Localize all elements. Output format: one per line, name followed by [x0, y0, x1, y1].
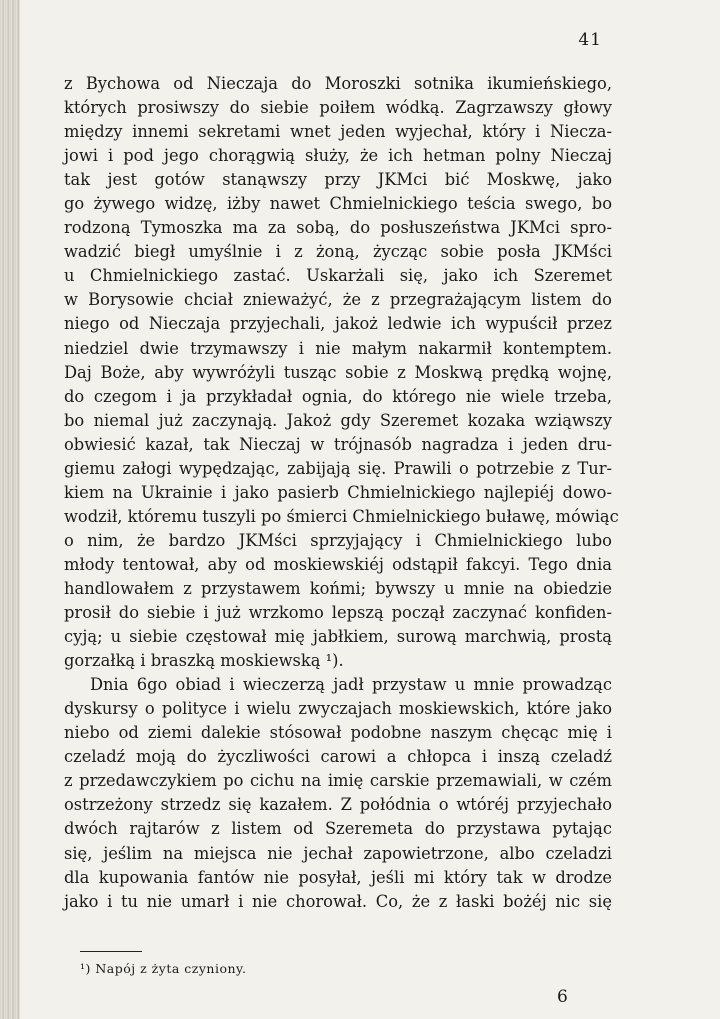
text-line: wadzić biegł umyślnie i z żoną, życząc sobie posła JKMści [64, 242, 612, 262]
text-line: giemu załogi wypędzając, zabijają się. Prawili o potrzebie z Tur- [64, 458, 612, 478]
text-line: u Chmielnickiego zastać. Uskarżali się, jako ich Szeremet [64, 266, 612, 286]
text-line: do czegom i ja przykładał ognia, do którego nie wiele trzeba, [64, 386, 612, 406]
text-line: się, jeślim na miejsca nie jechał zapowietrzone, albo czeladzi [64, 843, 612, 863]
text-line: niego od Nieczaja przyjechali, jakoż ledwie ich wypuścił przez [64, 314, 612, 334]
text-line: gorzałką i braszką moskiewską ¹). [64, 651, 344, 671]
text-line: go żywego widzę, iżby nawet Chmielnickiego teścia swego, bo [64, 194, 612, 214]
footnote-rule [80, 951, 142, 952]
text-line: handlowałem z przystawem końmi; bywszy u mnie na obiedzie [64, 578, 612, 598]
text-line: kiem na Ukrainie i jako pasierb Chmielnickiego najlepiéj dowo- [64, 482, 612, 502]
text-line: ostrzeżony strzedz się kazałem. Z połódnia o wtóréj przyjechało [64, 795, 612, 815]
text-line: dyskursy o polityce i wielu zwyczajach moskiewskich, które jako [64, 699, 612, 719]
text-line: których prosiwszy do siebie poiłem wódką. Zagrzawszy głowy [64, 98, 612, 118]
text-line: dwóch rajtarów z listem od Szeremeta do przystawa pytając [64, 819, 612, 839]
text-line: z Bychowa od Nieczaja do Moroszki sotnika ikumieńskiego, [64, 74, 612, 93]
text-line: o nim, że bardzo JKMści sprzyjający i Chmielnickiego lubo [64, 530, 612, 550]
text-line: wodził, któremu tuszyli po śmierci Chmielnickiego buławę, mówiąc [64, 506, 619, 526]
text-line: tak jest gotów stanąwszy przy JKMci bić Moskwę, jako [64, 170, 612, 190]
text-line: Dnia 6go obiad i wieczerzą jadł przystaw u mnie prowadząc [90, 675, 612, 695]
text-line: obwiesić kazał, tak Nieczaj w trójnasób nagradza i jeden dru- [64, 434, 612, 454]
text-line: bo niemal już zaczynają. Jakoż gdy Szeremet kozaka wziąwszy [64, 410, 612, 430]
text-line: z przedawczykiem po cichu na imię carskie przemawiali, w czém [64, 771, 612, 791]
footnote: ¹) Napój z żyta czyniony. [80, 961, 247, 976]
text-line: czeladź moją do życzliwości carowi a chłopca i inszą czeladź [64, 747, 612, 767]
text-line: niebo od ziemi dalekie stósował podobne naszym chęcąc mię i [64, 723, 612, 743]
text-line: prosił do siebie i już wrzkomo lepszą począł zaczynać konfiden- [64, 603, 612, 623]
main-text-block [64, 72, 619, 914]
text-line: między innemi sekretami wnet jeden wyjechał, który i Niecza- [64, 122, 612, 142]
printer-signature-mark: 6 [557, 987, 568, 1007]
text-line: dla kupowania fantów nie posyłał, jeśli mi który tak w drodze [64, 867, 612, 887]
text-line: rodzoną Tymoszka ma za sobą, do posłuszeństwa JKMci spro- [64, 218, 612, 238]
text-line: niedziel dwie trzymawszy i nie małym nakarmił kontemptem. [64, 338, 612, 358]
text-line: Daj Boże, aby wywróżyli tusząc sobie z Moskwą prędką wojnę, [64, 362, 612, 382]
page-binding-edge [0, 0, 20, 1019]
page-number: 41 [578, 30, 602, 50]
text-line: jowi i pod jego chorągwią służy, że ich hetman polny Nieczaj [64, 146, 612, 166]
text-line: w Borysowie chciał znieważyć, że z przegrażającym listem do [64, 290, 612, 310]
text-line: jako i tu nie umarł i nie chorował. Co, że z łaski bożéj nic się [64, 891, 612, 911]
text-line: młody tentował, aby od moskiewskiéj odstąpił fakcyi. Tego dnia [64, 554, 612, 574]
text-line: cyją; u siebie częstował mię jabłkiem, surową marchwią, prostą [64, 627, 612, 647]
